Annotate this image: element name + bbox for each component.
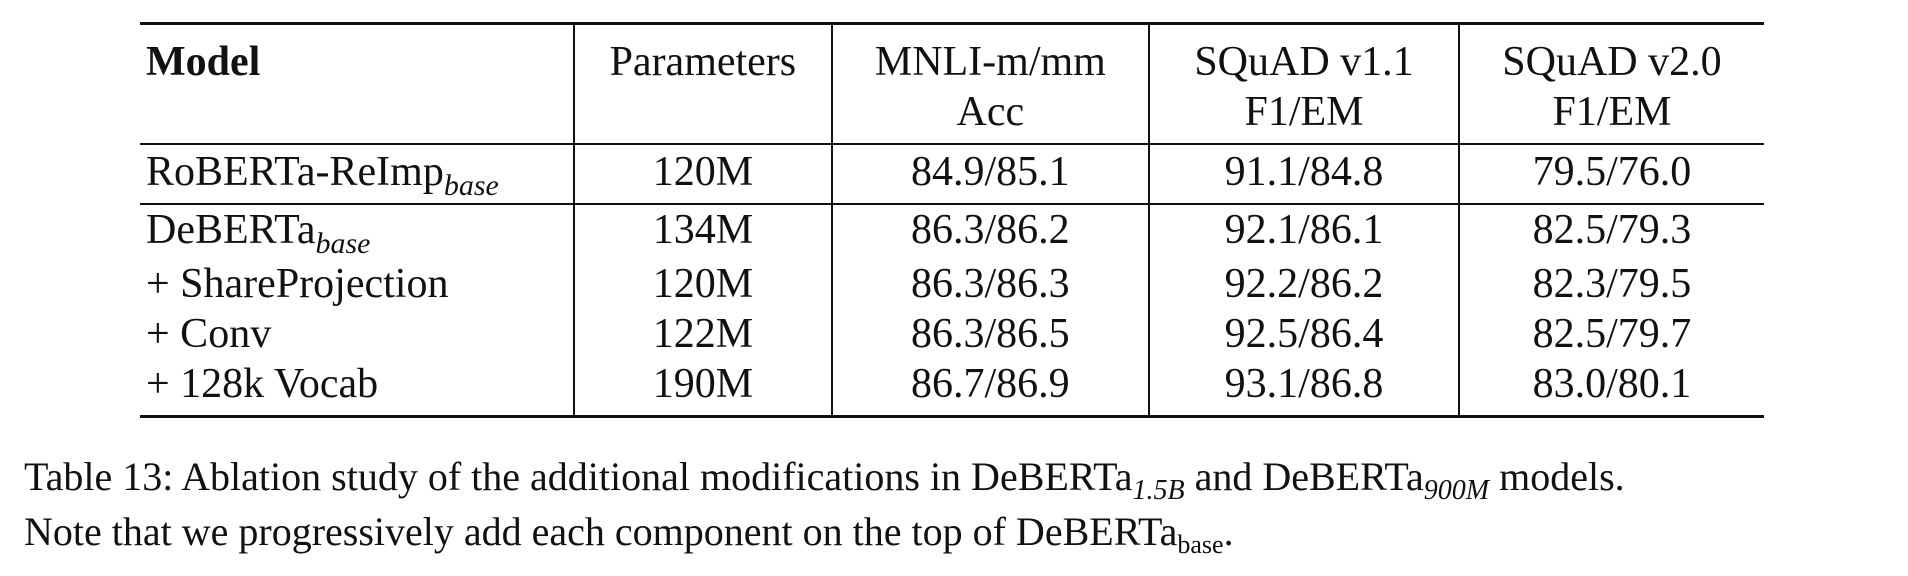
mnli-cell: 86.3/86.3 xyxy=(832,259,1150,309)
caption-text: and DeBERTa xyxy=(1184,454,1424,499)
table-row xyxy=(140,204,1764,259)
params-cell: 122M xyxy=(574,309,831,359)
header-model-empty xyxy=(140,87,574,144)
squad-v2-cell: 82.5/79.3 xyxy=(1459,204,1764,259)
caption-text: Note that we progressively add each component on the top of DeBERTa xyxy=(24,509,1178,554)
mnli-cell: 86.3/86.5 xyxy=(832,309,1150,359)
params-cell: 190M xyxy=(574,359,831,417)
model-name: RoBERTa-ReImp xyxy=(146,149,444,195)
caption-line-1 xyxy=(24,452,1884,507)
header-mnli-metric: Acc xyxy=(832,87,1150,144)
mnli-cell: 84.9/85.1 xyxy=(832,144,1150,204)
header-parameters: Parameters xyxy=(574,24,831,88)
header-squad-v1-metric: F1/EM xyxy=(1149,87,1459,144)
squad-v1-cell: 91.1/84.8 xyxy=(1149,144,1459,204)
table-row xyxy=(140,309,1764,359)
model-cell xyxy=(140,144,574,204)
header-mnli: MNLI-m/mm xyxy=(832,24,1150,88)
mnli-cell: 86.3/86.2 xyxy=(832,204,1150,259)
table-row-baseline xyxy=(140,144,1764,204)
squad-v2-cell: 83.0/80.1 xyxy=(1459,359,1764,417)
mnli-cell: 86.7/86.9 xyxy=(832,359,1150,417)
table-caption xyxy=(24,452,1884,562)
caption-subscript: 900M xyxy=(1423,475,1490,506)
ablation-table xyxy=(140,22,1764,418)
caption-text: . xyxy=(1223,509,1234,554)
caption-subscript: base xyxy=(1177,530,1224,559)
caption-text: Table 13: Ablation study of the additional modifications in DeBERTa xyxy=(24,454,1133,499)
model-name: DeBERTa xyxy=(146,207,316,253)
squad-v1-cell: 92.1/86.1 xyxy=(1149,204,1459,259)
model-cell: + Conv xyxy=(146,311,272,357)
model-subscript: base xyxy=(315,227,371,260)
model-cell: + ShareProjection xyxy=(146,261,449,307)
model-cell: + 128k Vocab xyxy=(146,361,379,407)
header-parameters-empty xyxy=(574,87,831,144)
params-cell: 134M xyxy=(574,204,831,259)
header-model: Model xyxy=(146,39,261,85)
header-squad-v1: SQuAD v1.1 xyxy=(1149,24,1459,88)
params-cell: 120M xyxy=(574,259,831,309)
header-squad-v2-metric: F1/EM xyxy=(1459,87,1764,144)
squad-v2-cell: 82.5/79.7 xyxy=(1459,309,1764,359)
ablation-table-container xyxy=(140,22,1764,418)
squad-v2-cell: 79.5/76.0 xyxy=(1459,144,1764,204)
caption-text: models. xyxy=(1489,454,1625,499)
header-squad-v2: SQuAD v2.0 xyxy=(1459,24,1764,88)
caption-line-2 xyxy=(24,507,1884,562)
squad-v2-cell: 82.3/79.5 xyxy=(1459,259,1764,309)
params-cell: 120M xyxy=(574,144,831,204)
squad-v1-cell: 92.5/86.4 xyxy=(1149,309,1459,359)
table-row xyxy=(140,359,1764,417)
model-cell xyxy=(140,204,574,259)
squad-v1-cell: 92.2/86.2 xyxy=(1149,259,1459,309)
model-subscript: base xyxy=(443,169,499,202)
table-row xyxy=(140,259,1764,309)
squad-v1-cell: 93.1/86.8 xyxy=(1149,359,1459,417)
caption-subscript: 1.5B xyxy=(1132,475,1185,506)
